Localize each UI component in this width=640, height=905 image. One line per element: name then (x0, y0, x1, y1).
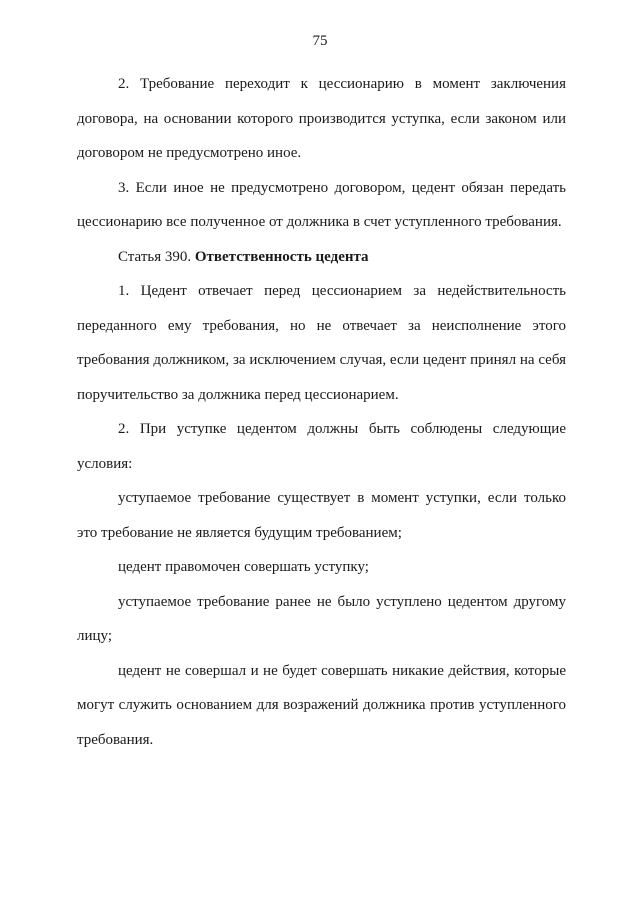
article-number: Статья 390. (118, 248, 192, 265)
paragraph: 1. Цедент отвечает перед цессионарием за недействительность переданного ему требования, но не отвечает за неисполнение этого требования должником, за исключением случая, если цедент принял на себя поручительство за должника перед цессионарием. (77, 283, 566, 403)
document-body (77, 67, 566, 757)
article-title: Ответственность цедента (194, 248, 369, 265)
paragraph: 3. Если иное не предусмотрено договором, цедент обязан передать цессионарию все полученное от должника в счет уступленного требования. (77, 179, 566, 230)
paragraph: цедент не совершал и не будет совершать никакие действия, которые могут служить основанием для возражений должника против уступленного требования. (77, 662, 566, 748)
page-number: 75 (312, 33, 328, 49)
article-heading (77, 240, 566, 275)
paragraph: 2. При уступке цедентом должны быть соблюдены следующие условия: (77, 421, 566, 472)
paragraph: уступаемое требование существует в момент уступки, если только это требование не является будущим требованием; (77, 490, 566, 541)
paragraph: цедент правомочен совершать уступку; (118, 559, 369, 575)
paragraph: 2. Требование переходит к цессионарию в момент заключения договора, на основании которого производится уступка, если законом или договором не предусмотрено иное. (77, 76, 566, 161)
paragraph: уступаемое требование ранее не было уступлено цедентом другому лицу; (77, 593, 566, 644)
